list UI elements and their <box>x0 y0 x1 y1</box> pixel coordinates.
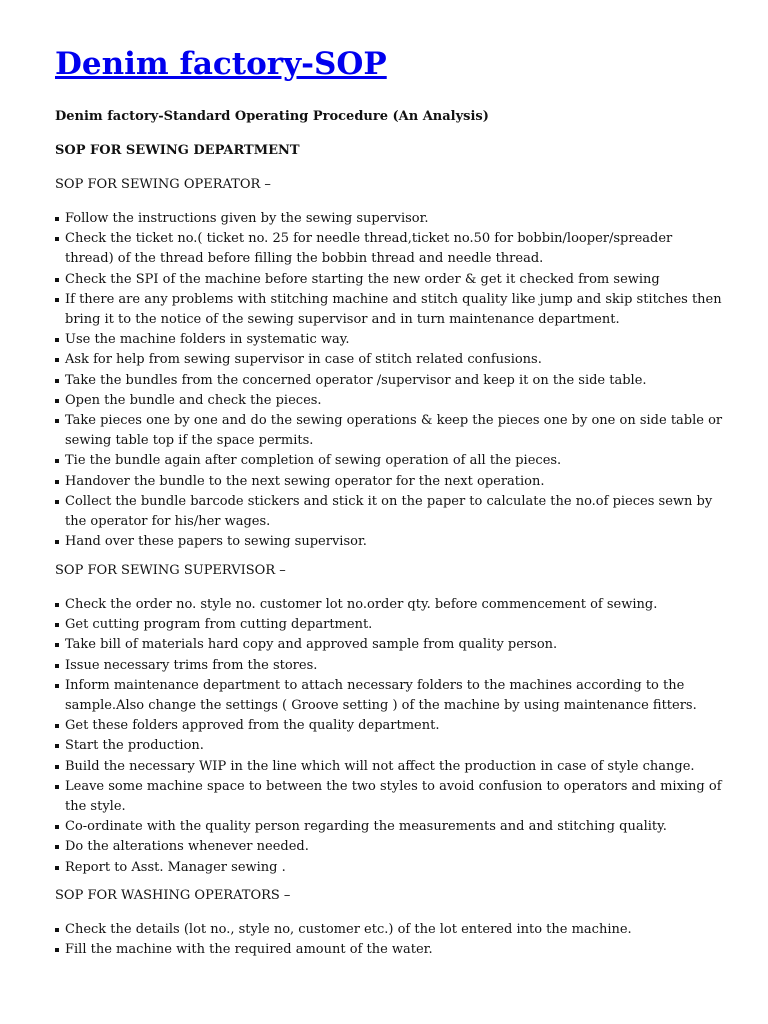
list-item: Inform maintenance department to attach necessary folders to the machines according to the sample.Also change the settings ( Groove setting ) of the machine by using maintenance fitters. <box>55 676 725 716</box>
list-item: Check the details (lot no., style no, customer etc.) of the lot entered into the machine. <box>55 920 725 940</box>
list-item: Do the alterations whenever needed. <box>55 837 725 857</box>
list-item: Take bill of materials hard copy and approved sample from quality person. <box>55 635 725 655</box>
list-item: Follow the instructions given by the sewing supervisor. <box>55 209 725 229</box>
washing-operators-list <box>55 920 725 960</box>
list-item: Take pieces one by one and do the sewing operations & keep the pieces one by one on side table or sewing table top if the space permits. <box>55 411 725 451</box>
list-item: Hand over these papers to sewing supervisor. <box>55 532 725 552</box>
list-item: Use the machine folders in systematic way. <box>55 330 725 350</box>
list-item: Get cutting program from cutting department. <box>55 615 725 635</box>
section-heading-sewing-operator: SOP FOR SEWING OPERATOR – <box>55 177 271 192</box>
list-item: Open the bundle and check the pieces. <box>55 391 725 411</box>
sewing-supervisor-list <box>55 595 725 878</box>
list-item: Start the production. <box>55 736 725 756</box>
list-item: Check the SPI of the machine before starting the new order & get it checked from sewing <box>55 270 725 290</box>
list-item: Collect the bundle barcode stickers and stick it on the paper to calculate the no.of pieces sewn by the operator for his/her wages. <box>55 492 725 532</box>
list-item: Take the bundles from the concerned operator /supervisor and keep it on the side table. <box>55 371 725 391</box>
list-item: If there are any problems with stitching machine and stitch quality like jump and skip stitches then bring it to the notice of the sewing supervisor and in turn maintenance department. <box>55 290 725 330</box>
department-heading: SOP FOR SEWING DEPARTMENT <box>55 143 300 158</box>
list-item: Get these folders approved from the quality department. <box>55 716 725 736</box>
document-subtitle: Denim factory-Standard Operating Procedure (An Analysis) <box>55 109 489 124</box>
list-item: Handover the bundle to the next sewing operator for the next operation. <box>55 472 725 492</box>
list-item: Build the necessary WIP in the line which will not affect the production in case of style change. <box>55 757 725 777</box>
list-item: Fill the machine with the required amount of the water. <box>55 940 725 960</box>
list-item: Issue necessary trims from the stores. <box>55 656 725 676</box>
list-item: Report to Asst. Manager sewing . <box>55 858 725 878</box>
section-heading-sewing-supervisor: SOP FOR SEWING SUPERVISOR – <box>55 563 286 578</box>
list-item: Tie the bundle again after completion of sewing operation of all the pieces. <box>55 451 725 471</box>
list-item: Co-ordinate with the quality person regarding the measurements and and stitching quality. <box>55 817 725 837</box>
list-item: Ask for help from sewing supervisor in case of stitch related confusions. <box>55 350 725 370</box>
sewing-operator-list <box>55 209 725 552</box>
document-title-link[interactable]: Denim factory-SOP <box>55 46 387 82</box>
list-item: Leave some machine space to between the two styles to avoid confusion to operators and mixing of the style. <box>55 777 725 817</box>
section-heading-washing-operators: SOP FOR WASHING OPERATORS – <box>55 888 291 903</box>
list-item: Check the order no. style no. customer lot no.order qty. before commencement of sewing. <box>55 595 725 615</box>
list-item: Check the ticket no.( ticket no. 25 for needle thread,ticket no.50 for bobbin/looper/spreader thread) of the thread before filling the bobbin thread and needle thread. <box>55 229 725 269</box>
